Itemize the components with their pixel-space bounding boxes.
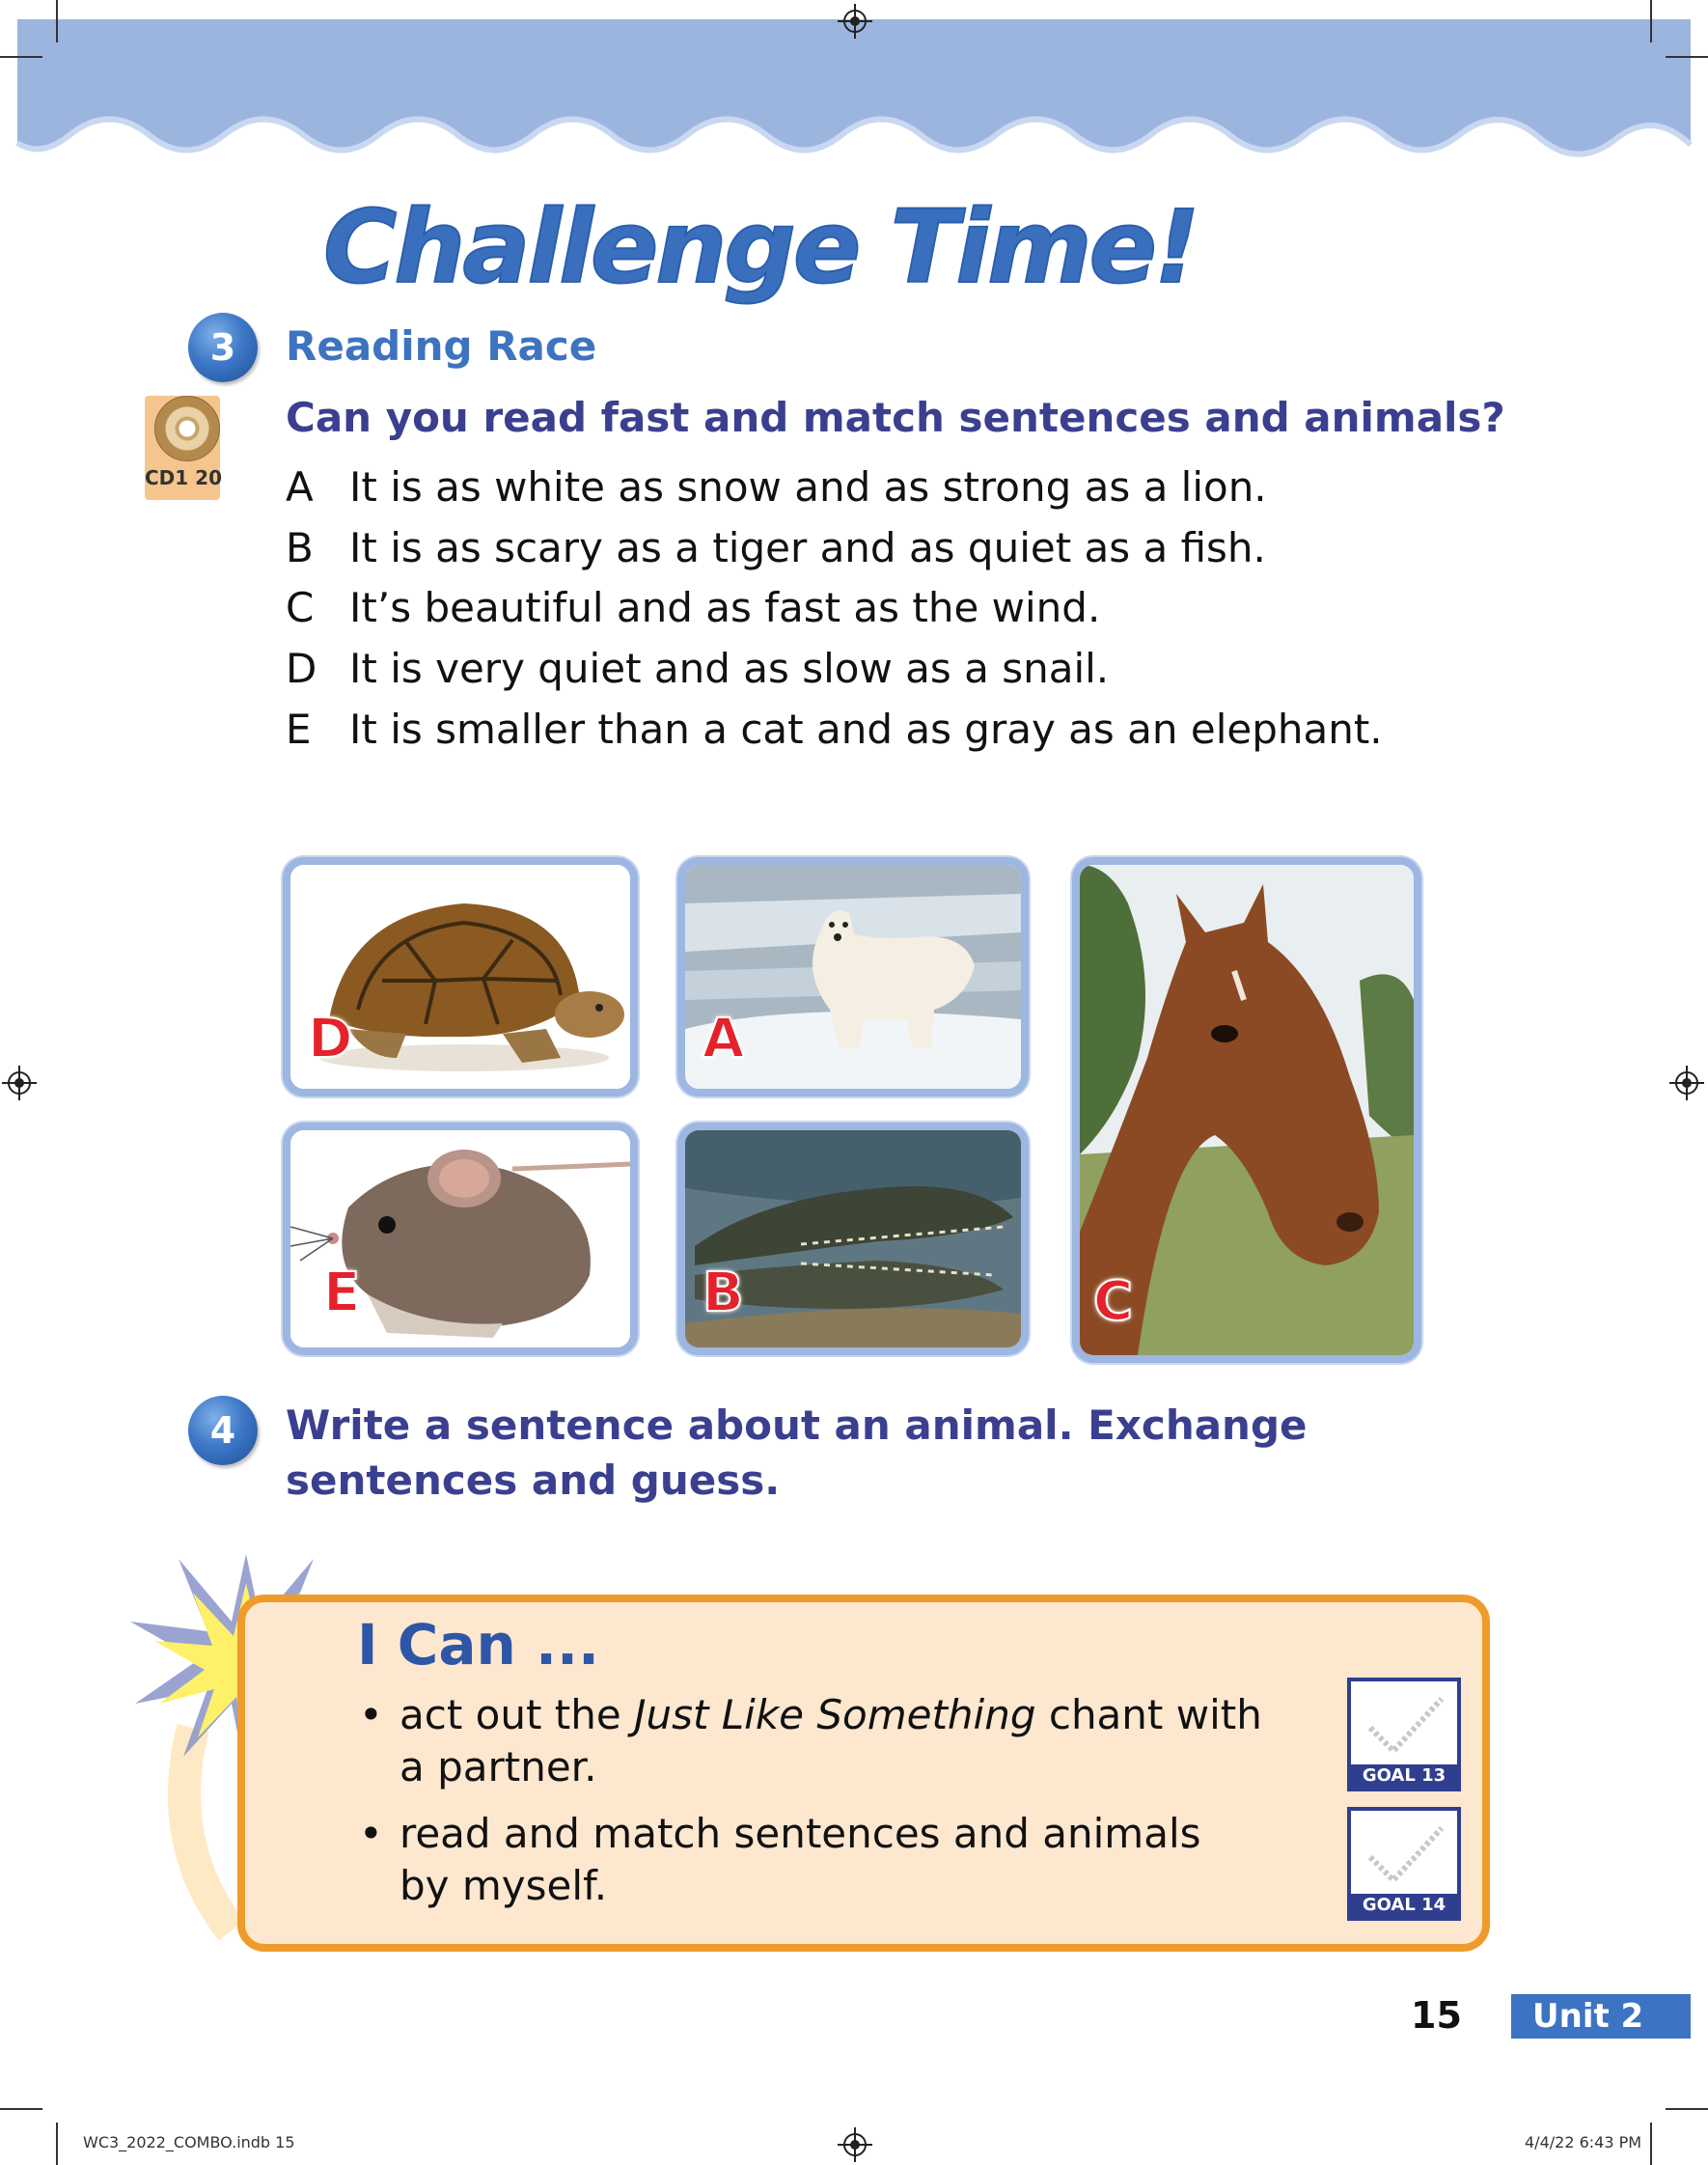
sentence-letter: E <box>286 706 312 753</box>
footer-timestamp: 4/4/22 6:43 PM <box>1525 2133 1642 2151</box>
sentence-item <box>286 584 1100 631</box>
crop-mark <box>1666 56 1708 58</box>
i-can-item <box>359 1808 1201 1912</box>
photo-tortoise[interactable] <box>283 857 638 1096</box>
activity-title: Reading Race <box>286 322 597 370</box>
page-title: Challenge Time! <box>323 188 1198 306</box>
registration-mark-icon <box>1669 1066 1704 1100</box>
registration-mark-icon <box>838 4 872 39</box>
photo-horse[interactable] <box>1072 857 1421 1363</box>
sentence-item <box>286 706 1383 753</box>
sentence-text: It is as scary as a tiger and as quiet as a fish. <box>349 524 1266 571</box>
photo-label: E <box>323 1262 361 1324</box>
activity-number-badge: 4 <box>188 1396 258 1465</box>
photo-mouse[interactable] <box>283 1123 638 1355</box>
photo-label: B <box>702 1262 744 1324</box>
sentence-item <box>286 463 1267 511</box>
sentence-letter: C <box>286 584 315 631</box>
unit-tab: Unit 2 <box>1511 1994 1691 2039</box>
i-can-title: I Can ... <box>357 1612 600 1678</box>
registration-mark-icon <box>838 2127 872 2162</box>
page-number: 15 <box>1411 1994 1462 2037</box>
sentence-letter: A <box>286 463 314 511</box>
photo-label: A <box>702 1008 745 1070</box>
i-can-item-text: act out the <box>399 1691 635 1738</box>
i-can-item-title: Just Like Something <box>634 1691 1036 1738</box>
sentence-letter: B <box>286 524 314 571</box>
activity-number-badge: 3 <box>188 313 258 382</box>
i-can-item-text: chant with <box>1035 1691 1262 1738</box>
activity-instruction: Write a sentence about an animal. Exchange <box>286 1402 1308 1449</box>
goal-checkbox[interactable] <box>1347 1807 1461 1921</box>
sentence-text: It’s beautiful and as fast as the wind. <box>349 584 1101 631</box>
footer-file: WC3_2022_COMBO.indb 15 <box>83 2133 295 2151</box>
i-can-item-text: read and match sentences and animals <box>399 1810 1201 1857</box>
photo-polar-bear[interactable] <box>677 857 1029 1096</box>
activity-instruction: Can you read fast and match sentences and animals? <box>286 394 1505 441</box>
crop-mark <box>1650 2123 1652 2165</box>
i-can-item <box>359 1689 1262 1793</box>
sentence-item <box>286 524 1266 571</box>
crop-mark <box>56 0 58 42</box>
bullet-icon: • <box>359 1691 383 1738</box>
crop-mark <box>0 56 42 58</box>
sentence-letter: D <box>286 645 317 692</box>
check-icon <box>1364 1822 1446 1886</box>
goal-label: GOAL 13 <box>1351 1764 1457 1788</box>
photo-label: C <box>1093 1270 1134 1333</box>
goal-checkbox[interactable] <box>1347 1678 1461 1791</box>
activity-instruction: sentences and guess. <box>286 1457 781 1504</box>
goal-label: GOAL 14 <box>1351 1894 1457 1917</box>
sentence-item <box>286 645 1109 692</box>
crop-mark <box>56 2123 58 2165</box>
crop-mark <box>0 2108 42 2110</box>
photo-label: D <box>308 1008 353 1070</box>
cd-icon[interactable] <box>154 396 220 461</box>
bullet-icon: • <box>359 1810 383 1857</box>
i-can-item-text: a partner. <box>399 1743 597 1790</box>
crop-mark <box>1666 2108 1708 2110</box>
check-icon <box>1364 1693 1446 1757</box>
sentence-text: It is as white as snow and as strong as a lion. <box>349 463 1267 511</box>
audio-track-label: CD1 20 <box>145 466 222 489</box>
crop-mark <box>1650 0 1652 42</box>
registration-mark-icon <box>2 1066 37 1100</box>
i-can-item-text: by myself. <box>399 1862 608 1909</box>
sentence-text: It is smaller than a cat and as gray as an elephant. <box>349 706 1383 753</box>
photo-crocodile[interactable] <box>677 1123 1029 1355</box>
sentence-text: It is very quiet and as slow as a snail. <box>349 645 1110 692</box>
